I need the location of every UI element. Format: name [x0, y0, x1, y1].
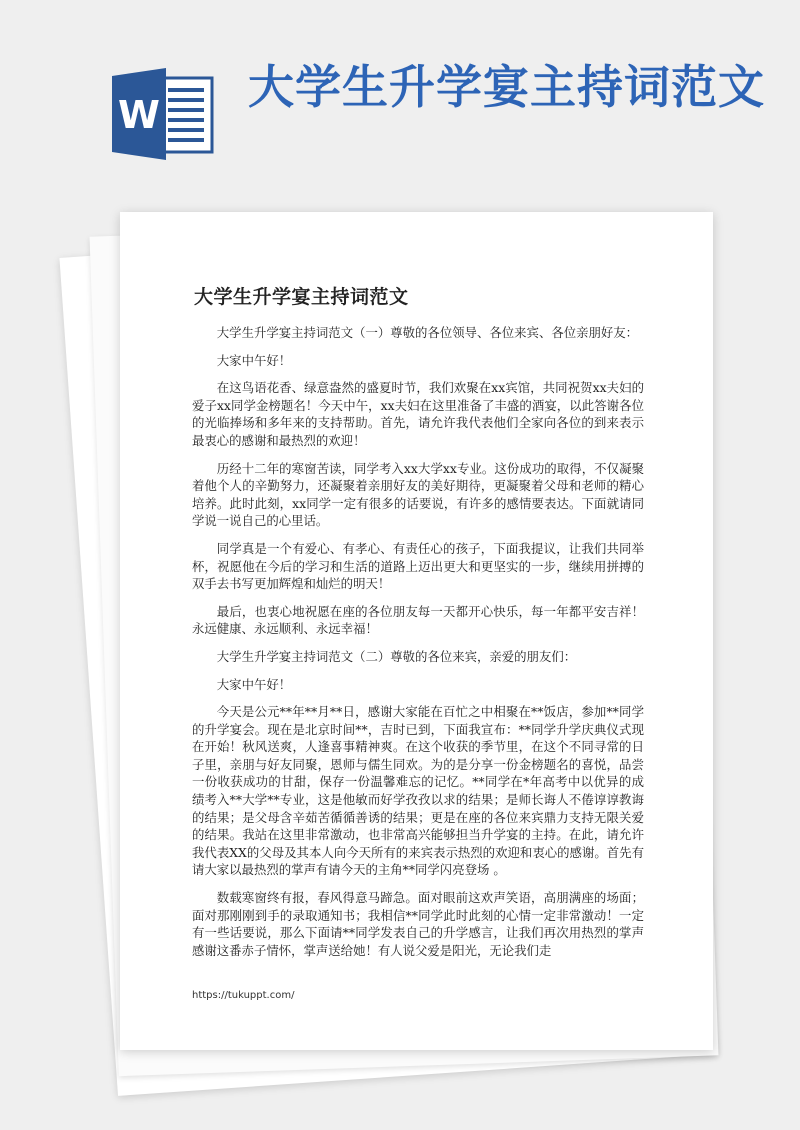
- paragraph: 同学真是一个有爱心、有孝心、有责任心的孩子，下面我提议，让我们共同举杯，祝愿他在今后的学习和生活的道路上迈出更大和更坚实的一步，继续用拼搏的双手去书写更加辉煌和灿烂的明天！: [192, 540, 644, 592]
- paragraph: 大家中午好！: [216, 352, 292, 368]
- paragraph: 今天是公元**年**月**日，感谢大家能在百忙之中相聚在**饭店，参加**同学的升学宴会。现在是北京时间**，吉时已到，下面我宣布：**同学升学庆典仪式现在开始！秋风送爽，人逢喜事精神爽。在这个收获的季节里，在这个不同寻常的日子里，亲朋与好友同聚，恩师与儒生同欢。为的是分享一份金榜题名的喜悦，品尝一份收获成功的甘甜，保存一份温馨难忘的记忆。**同学在*年高考中以优异的成绩考入**大学**专业，这是他敏而好学孜孜以求的结果；是师长诲人不倦谆谆教诲的结果；是父母含辛茹苦循循善诱的结果；更是在座的各位来宾鼎力支持无限关爱的结果。我站在这里非常激动，也非常高兴能够担当升学宴的主持。在此，请允许我代表XX的父母及其本人向今天所有的来宾表示热烈的欢迎和衷心的感谢。首先有请大家以最热烈的掌声有请今天的主角**同学闪亮登场 。: [192, 704, 644, 878]
- paragraph: 大家中午好！: [216, 676, 292, 692]
- paragraph: 大学生升学宴主持词范文（一）尊敬的各位领导、各位来宾、各位亲朋好友：: [216, 325, 639, 340]
- page-title: 大学生升学宴主持词范文: [248, 60, 765, 114]
- paragraph: 大学生升学宴主持词范文（二）尊敬的各位来宾，亲爱的朋友们：: [216, 648, 577, 664]
- footer-url[interactable]: https://tukuppt.com/: [192, 990, 295, 1001]
- document-title: 大学生升学宴主持词范文: [194, 286, 409, 308]
- document-body: [192, 324, 644, 969]
- paragraph: 历经十二年的寒窗苦读，同学考入xx大学xx专业。这份成功的取得，不仅凝聚着他个人的辛勤努力，还凝聚着亲朋好友的美好期待，更凝聚着父母和老师的精心培养。此时此刻，xx同学一定有很多的话要说，有许多的感情要表达。下面就请同学说一说自己的心里话。: [192, 460, 644, 529]
- word-document-icon: [110, 68, 216, 160]
- document-page: [120, 212, 713, 1050]
- paragraph: 在这鸟语花香、绿意盎然的盛夏时节，我们欢聚在xx宾馆，共同祝贺xx夫妇的爱子xx同学金榜题名！今天中午，xx夫妇在这里准备了丰盛的酒宴，以此答谢各位的光临捧场和多年来的支持帮助。首先，请允许我代表他们全家向各位的到来表示最衷心的感谢和最热烈的欢迎！: [192, 380, 644, 448]
- paragraph: 数载寒窗终有报，春风得意马蹄急。面对眼前这欢声笑语，高朋满座的场面；面对那刚刚到手的录取通知书；我相信**同学此时此刻的心情一定非常激动！一定有一些话要说，那么下面请**同学发表自己的升学感言，让我们再次用热烈的掌声感谢这番赤子情怀，掌声送给她！有人说父爱是阳光，无论我们走: [192, 890, 644, 958]
- paragraph: 最后，也衷心地祝愿在座的各位朋友每一天都开心快乐，每一年都平安吉祥！永远健康、永远顺利、永远幸福！: [192, 603, 644, 637]
- word-letter: W: [118, 93, 160, 137]
